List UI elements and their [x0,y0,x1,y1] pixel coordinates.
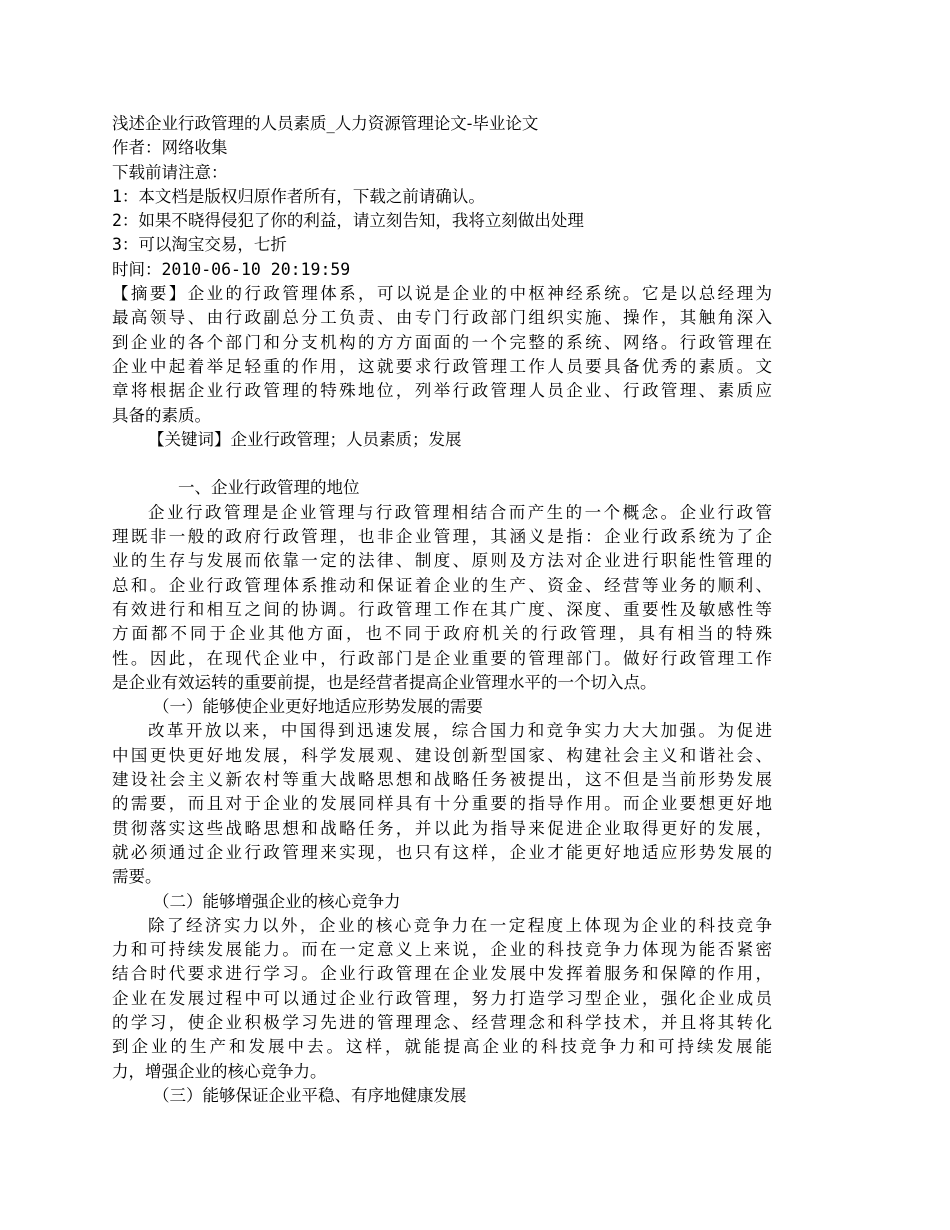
abstract-paragraph [112,282,772,428]
text-line: 改革开放以来，中国得到迅速发展，综合国力和竞争实力大大加强。为促进 [148,721,772,741]
text-line: 章将根据企业行政管理的特殊地位，列举行政管理人员企业、行政管理、素质应 [112,381,772,401]
text-line: 是企业有效运转的重要前提，也是经营者提高企业管理水平的一个切入点。 [112,672,657,692]
notice-item-2: 2：如果不晓得侵犯了你的利益，请立刻告知，我将立刻做出处理 [112,211,584,231]
subsection-heading: （三）能够保证企业平稳、有序地健康发展 [153,1085,467,1105]
text-line: 具备的素质。 [112,405,211,425]
text-line: 就必须通过企业行政管理来实现，也只有这样，企业才能更好地适应形势发展的 [112,842,772,862]
notice-item-3: 3：可以淘宝交易，七折 [112,235,287,255]
section-heading: 一、企业行政管理的地位 [178,478,360,498]
subsection-heading: （二）能够增强企业的核心竞争力 [153,891,401,911]
text-line: 总和。企业行政管理体系推动和保证着企业的生产、资金、经营等业务的顺利、 [112,575,772,595]
text-line: 结合时代要求进行学习。企业行政管理在企业发展中发挥着服务和保障的作用， [112,964,772,984]
text-line: 性。因此，在现代企业中，行政部门是企业重要的管理部门。做好行政管理工作 [112,648,772,668]
text-line: 力，增强企业的核心竞争力。 [112,1061,327,1081]
text-line: 建设社会主义新农村等重大战略思想和战略任务被提出，这不但是当前形势发展 [112,770,772,790]
author-line: 作者：网络收集 [112,138,228,158]
text-line: 方面都不同于企业其他方面，也不同于政府机关的行政管理，具有相当的特殊 [112,624,772,644]
text-line: 有效进行和相互之间的协调。行政管理工作在其广度、深度、重要性及敏感性等 [112,599,772,619]
document-title: 浅述企业行政管理的人员素质_人力资源管理论文-毕业论文 [112,114,539,133]
text-line: 最高领导、由行政副总分工负责、由专门行政部门组织实施、操作，其触角深入 [112,308,772,328]
text-line: 企业中起着举足轻重的作用，这就要求行政管理工作人员要具备优秀的素质。文 [112,356,772,376]
body-paragraph-cont [112,744,772,890]
document-page [112,112,772,1108]
notice-item-1: 1：本文档是版权归原作者所有，下载之前请确认。 [112,186,485,206]
body-paragraph [112,501,772,525]
body-paragraph [112,719,772,743]
keywords-line: 【关键词】企业行政管理；人员素质；发展 [148,429,462,449]
text-line: 中国更快更好地发展，科学发展观、建设创新型国家、构建社会主义和谐社会、 [112,745,772,765]
text-line: 除了经济实力以外，企业的核心竞争力在一定程度上体现为企业的科技竞争 [148,915,772,935]
timestamp: 时间：2010-06-10 20:19:59 [112,259,351,279]
text-line: 需要。 [112,867,162,887]
text-line: 企业行政管理是企业管理与行政管理相结合而产生的一个概念。企业行政管 [148,502,772,522]
body-paragraph [112,914,772,938]
text-line: 的需要，而且对于企业的发展同样具有十分重要的指导作用。而企业要想更好地 [112,794,772,814]
text-line: 的学习，使企业积极学习先进的管理理念、经营理念和科学技术，并且将其转化 [112,1012,772,1032]
text-line: 到企业的生产和发展中去。这样，就能提高企业的科技竞争力和可持续发展能 [112,1037,772,1057]
text-line: 力和可持续发展能力。而在一定意义上来说，企业的科技竞争力体现为能否紧密 [112,940,772,960]
text-line: 理既非一般的政府行政管理，也非企业管理，其涵义是指：企业行政系统为了企 [112,527,772,547]
notice-title: 下载前请注意： [112,162,228,182]
text-line: 企业在发展过程中可以通过企业行政管理，努力打造学习型企业，强化企业成员 [112,988,772,1008]
body-paragraph-cont [112,938,772,1084]
text-line: 贯彻落实这些战略思想和战略任务，并以此为指导来促进企业取得更好的发展， [112,818,772,838]
text-line: 业的生存与发展而依靠一定的法律、制度、原则及方法对企业进行职能性管理的 [112,551,772,571]
subsection-heading: （一）能够使企业更好地适应形势发展的需要 [153,697,483,717]
text-line: 【摘要】企业的行政管理体系，可以说是企业的中枢神经系统。它是以总经理为 [112,284,772,304]
body-paragraph-cont [112,525,772,695]
text-line: 到企业的各个部门和分支机构的方方面面的一个完整的系统、网络。行政管理在 [112,332,772,352]
spacer [112,452,772,476]
